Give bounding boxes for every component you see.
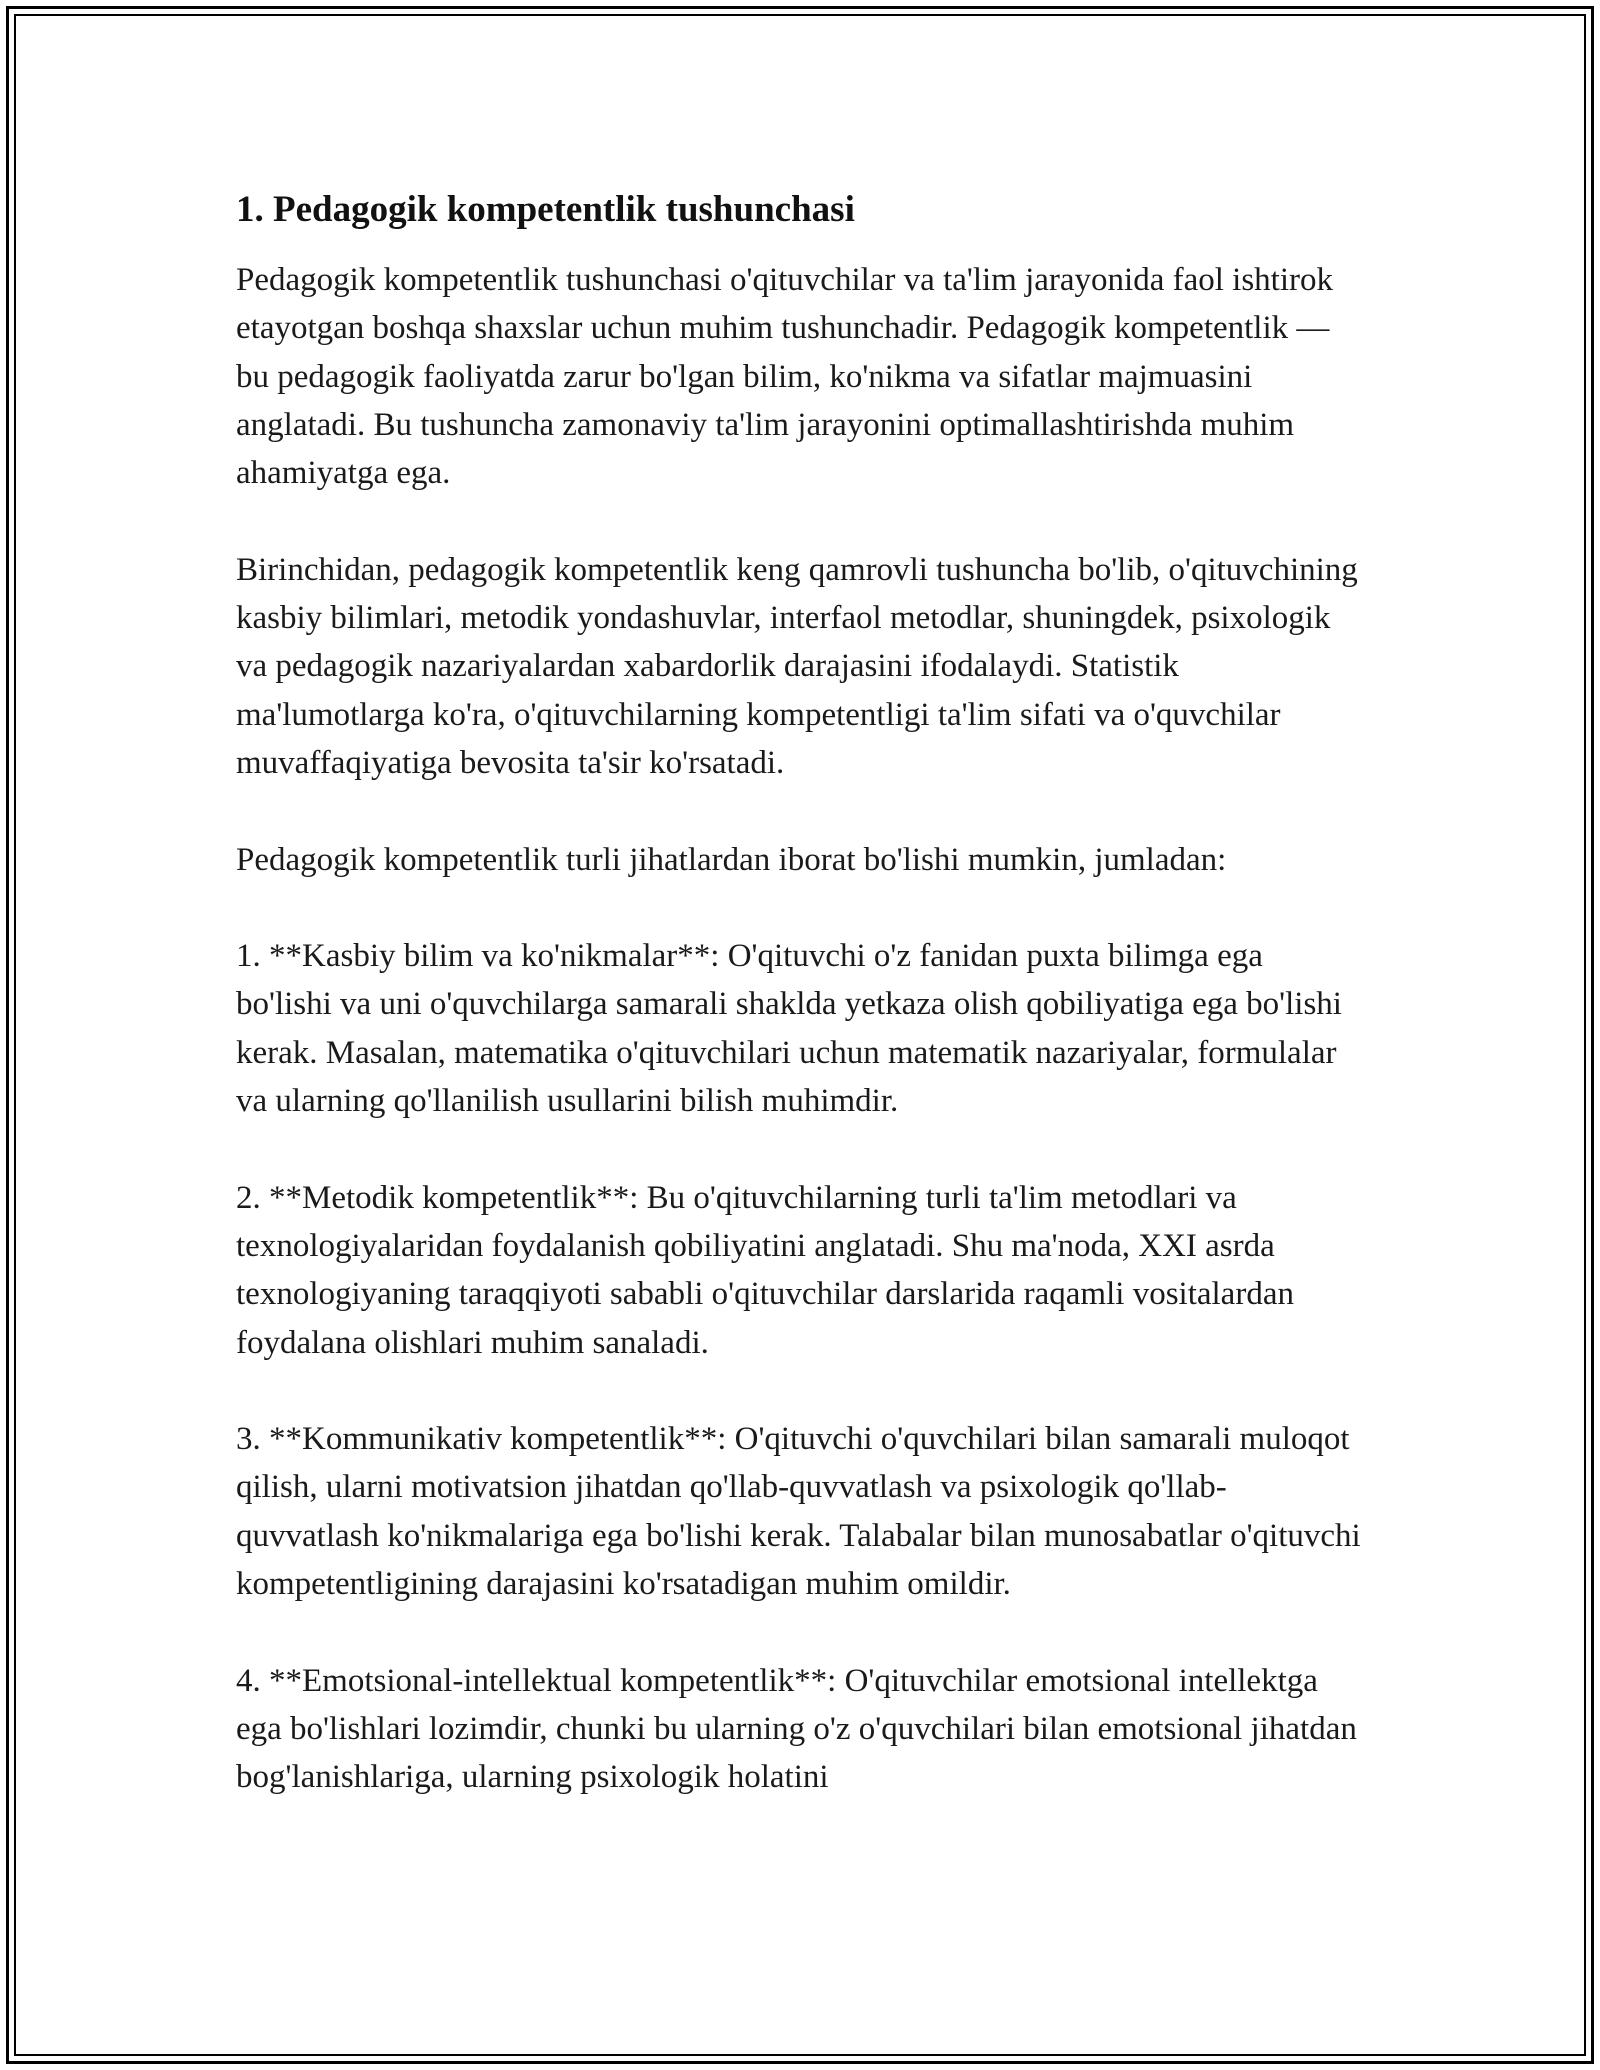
list-item-professional: 1. **Kasbiy bilim va ko'nikmalar**: O'qituvchi o'z fanidan puxta bilimga ega bo'lishi va uni o'quvchilarga samarali shakldа yetkaza olish qobiliyatiga ega bo'lishi kerak. Masalan, matematika o'qituvchilari uchun matematik nazariyalar, formulalar va ularning qo'llanilish usullarini bilish muhimdir. — [236, 938, 1342, 1120]
list-item-methodical: 2. **Metodik kompetentlik**: Bu o'qituvchilarning turli ta'lim metodlari va texnologiyalaridan foydalanish qobiliyatini anglatadi. Shu ma'noda, XXI asrda texnologiyaning taraqqiyoti sababli o'qituvchilar darslarida raqamli vositalardan foydalana olishlari muhim sanaladi. — [236, 1179, 1294, 1361]
document-body — [236, 186, 1366, 1802]
paragraph-intro: Pedagogik kompetentlik tushunchasi o'qituvchilar va ta'lim jarayonida faol ishtirok etayotgan boshqa shaxslar uchun muhim tushunchadir. Pedagogik kompetentlik — bu pedagogik faoliyatda zarur bo'lgan bilim, ko'nikma va sifatlar majmuasini anglatadi. Bu tushuncha zamonaviy ta'lim jarayonini optimallashtirishda muhim ahamiyatga ega. — [236, 262, 1333, 492]
section-heading: 1. Pedagogik kompetentlik tushunchasi — [236, 189, 855, 230]
list-item-emotional: 4. **Emotsional-intellektual kompetentlik**: O'qituvchilar emotsional intellektga ega bo'lishlari lozimdir, chunki bu ularning o'z o'quvchilari bilan emotsional jihatdan bog'lanishlariga, ularning psixologik holatini — [236, 1662, 1357, 1796]
list-item-communicative: 3. **Kommunikativ kompetentlik**: O'qituvchi o'quvchilari bilan samarali muloqot qilish, ularni motivatsion jihatdan qo'llab-quvvatlash va psixologik qo'llab-quvvatlash ko'nikmalariga ega bo'lishi kerak. Talabalar bilan munosabatlar o'qituvchi kompetentligining darajasini ko'rsatadigan muhim omildir. — [236, 1421, 1361, 1603]
paragraph-aspects-intro: Pedagogik kompetentlik turli jihatlardan iborat bo'lishi mumkin, jumladan: — [236, 841, 1227, 878]
paragraph-first: Birinchidan, pedagogik kompetentlik keng qamrovli tushuncha bo'lib, o'qituvchining kasbiy bilimlari, metodik yondashuvlar, interfaol metodlar, shuningdek, psixologik va pedagogik nazariyalardan xabardorlik darajasini ifodalaydi. Statistik ma'lumotlarga ko'ra, o'qituvchilarning kompetentligi ta'lim sifati va o'quvchilar muvaffaqiyatiga bevosita ta'sir ko'rsatadi. — [236, 551, 1358, 781]
